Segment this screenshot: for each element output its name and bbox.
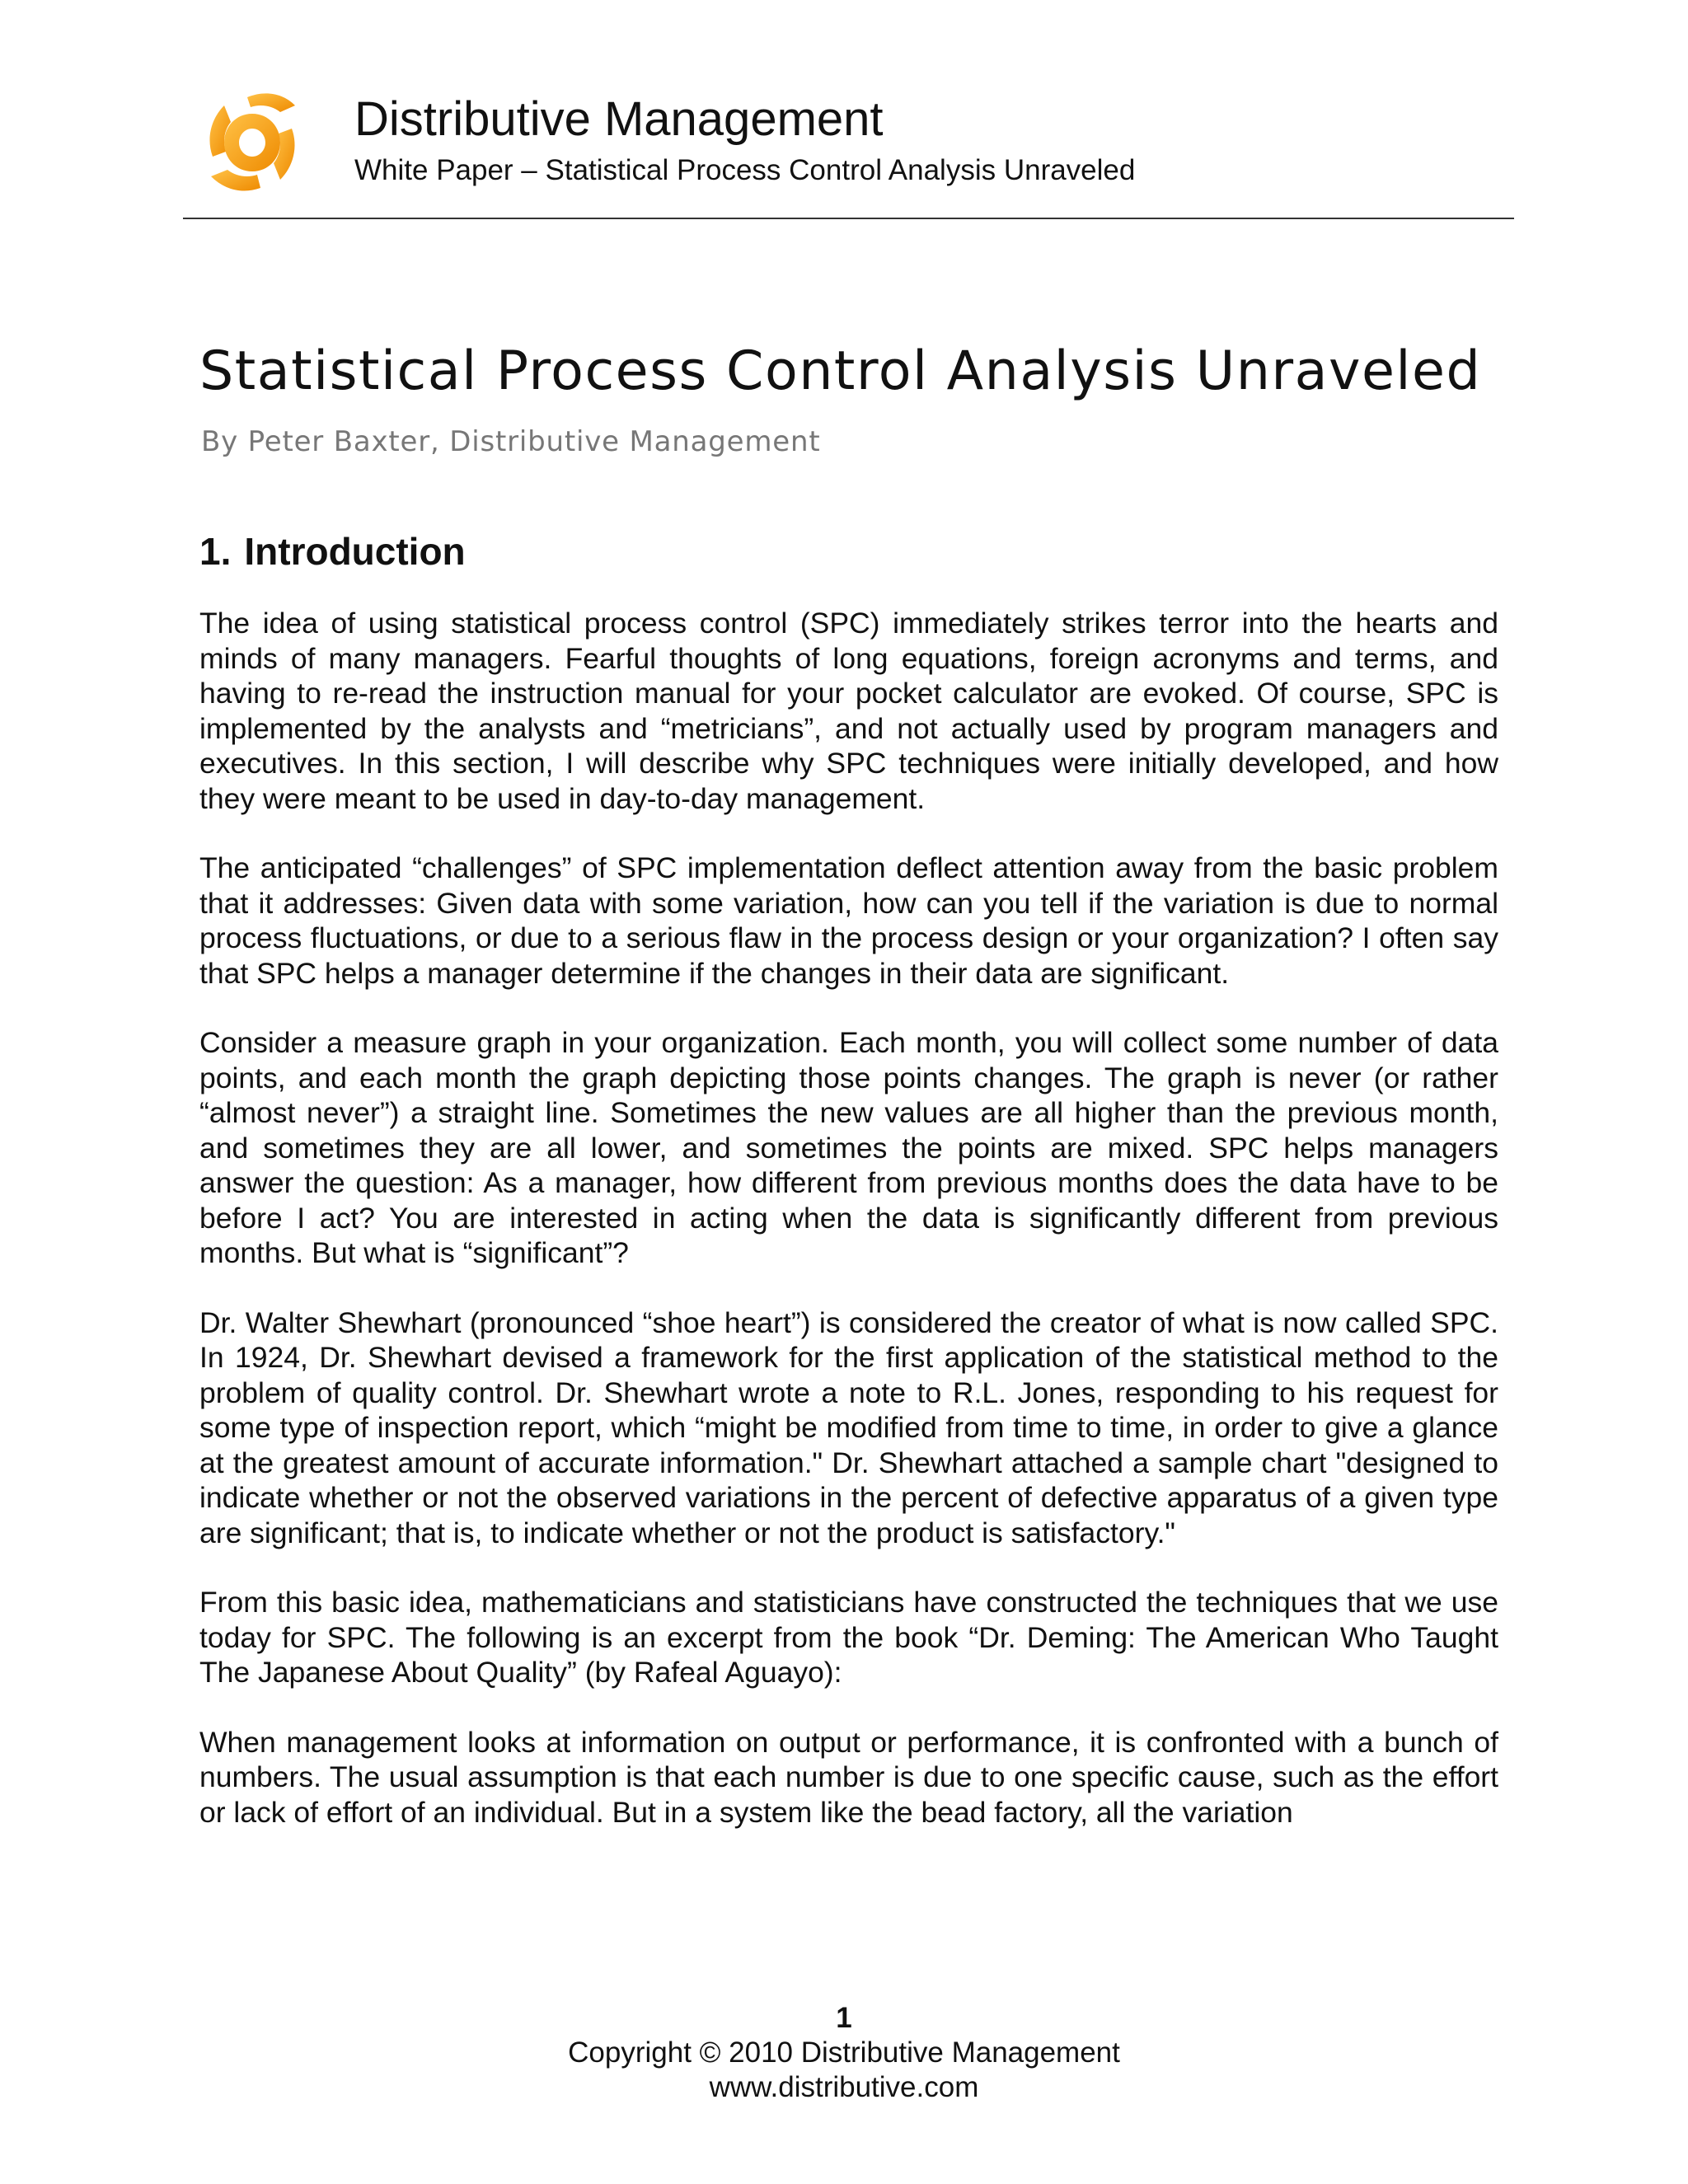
paragraph: When management looks at information on output or performance, it is confronted with a bunch of numbers. The usual assumption is that each number is due to one specific cause, such as the effort or lack of effort of an individual. But in a system like the bead factory, all the variation <box>199 1725 1498 1829</box>
section-title: Introduction <box>244 530 466 573</box>
brand-name: Distributive Management <box>354 92 884 146</box>
page-number: 1 <box>836 2002 852 2034</box>
paragraph: The idea of using statistical process control (SPC) immediately strikes terror into the hearts and minds of many managers. Fearful thoughts of long equations, foreign acronyms and terms, and having to re-read the instruction manual for your pocket calculator are evoked. Of course, SPC is implemented by the analysts and “metricians”, and not actually used by program managers and executives. In this section, I will describe why SPC techniques were initially developed, and how they were meant to be used in day-to-day management. <box>199 607 1498 815</box>
section-number: 1. <box>199 530 232 573</box>
orange-swirl-logo-icon <box>199 81 307 204</box>
section-body <box>199 606 1498 1864</box>
page-footer <box>0 2001 1688 2105</box>
header-subtitle: White Paper – Statistical Process Control Analysis Unraveled <box>354 154 1136 186</box>
author-byline: By Peter Baxter, Distributive Management <box>201 425 821 458</box>
section-heading <box>199 529 466 574</box>
paragraph: Consider a measure graph in your organization. Each month, you will collect some number of data points, and each month the graph depicting those points changes. The graph is never (or rather “almost never”) a straight line. Sometimes the new values are all higher than the previous month, and sometimes they are all lower, and sometimes the points are mixed. SPC helps managers answer the question: As a manager, how different from previous months does the data have to be before I act? You are interested in acting when the data is significantly different from previous months. But what is “significant”? <box>199 1026 1498 1269</box>
page-header <box>183 76 1514 219</box>
website-link[interactable]: www.distributive.com <box>709 2071 979 2103</box>
copyright-notice: Copyright © 2010 Distributive Management <box>568 2036 1120 2069</box>
paragraph: The anticipated “challenges” of SPC implementation deflect attention away from the basic problem that it addresses: Given data with some variation, how can you tell if the variation is due to normal process fluctuations, or due to a serious flaw in the process design or your organization? I often say that SPC helps a manager determine if the changes in their data are significant. <box>199 851 1498 990</box>
document-title: Statistical Process Control Analysis Unraveled <box>199 340 1482 402</box>
paragraph: Dr. Walter Shewhart (pronounced “shoe heart”) is considered the creator of what is now called SPC. In 1924, Dr. Shewhart devised a framework for the first application of the statistical method to the problem of quality control. Dr. Shewhart wrote a note to R.L. Jones, responding to his request for some type of inspection report, which “might be modified from time to time, in order to give a glance at the greatest amount of accurate information." Dr. Shewhart attached a sample chart "designed to indicate whether or not the observed variations in the percent of defective apparatus of a given type are significant; that is, to indicate whether or not the product is satisfactory." <box>199 1305 1498 1549</box>
paragraph: From this basic idea, mathematicians and statisticians have constructed the techniques that we use today for SPC. The following is an excerpt from the book “Dr. Deming: The American Who Taught The Japanese About Quality” (by Rafeal Aguayo): <box>199 1586 1498 1689</box>
